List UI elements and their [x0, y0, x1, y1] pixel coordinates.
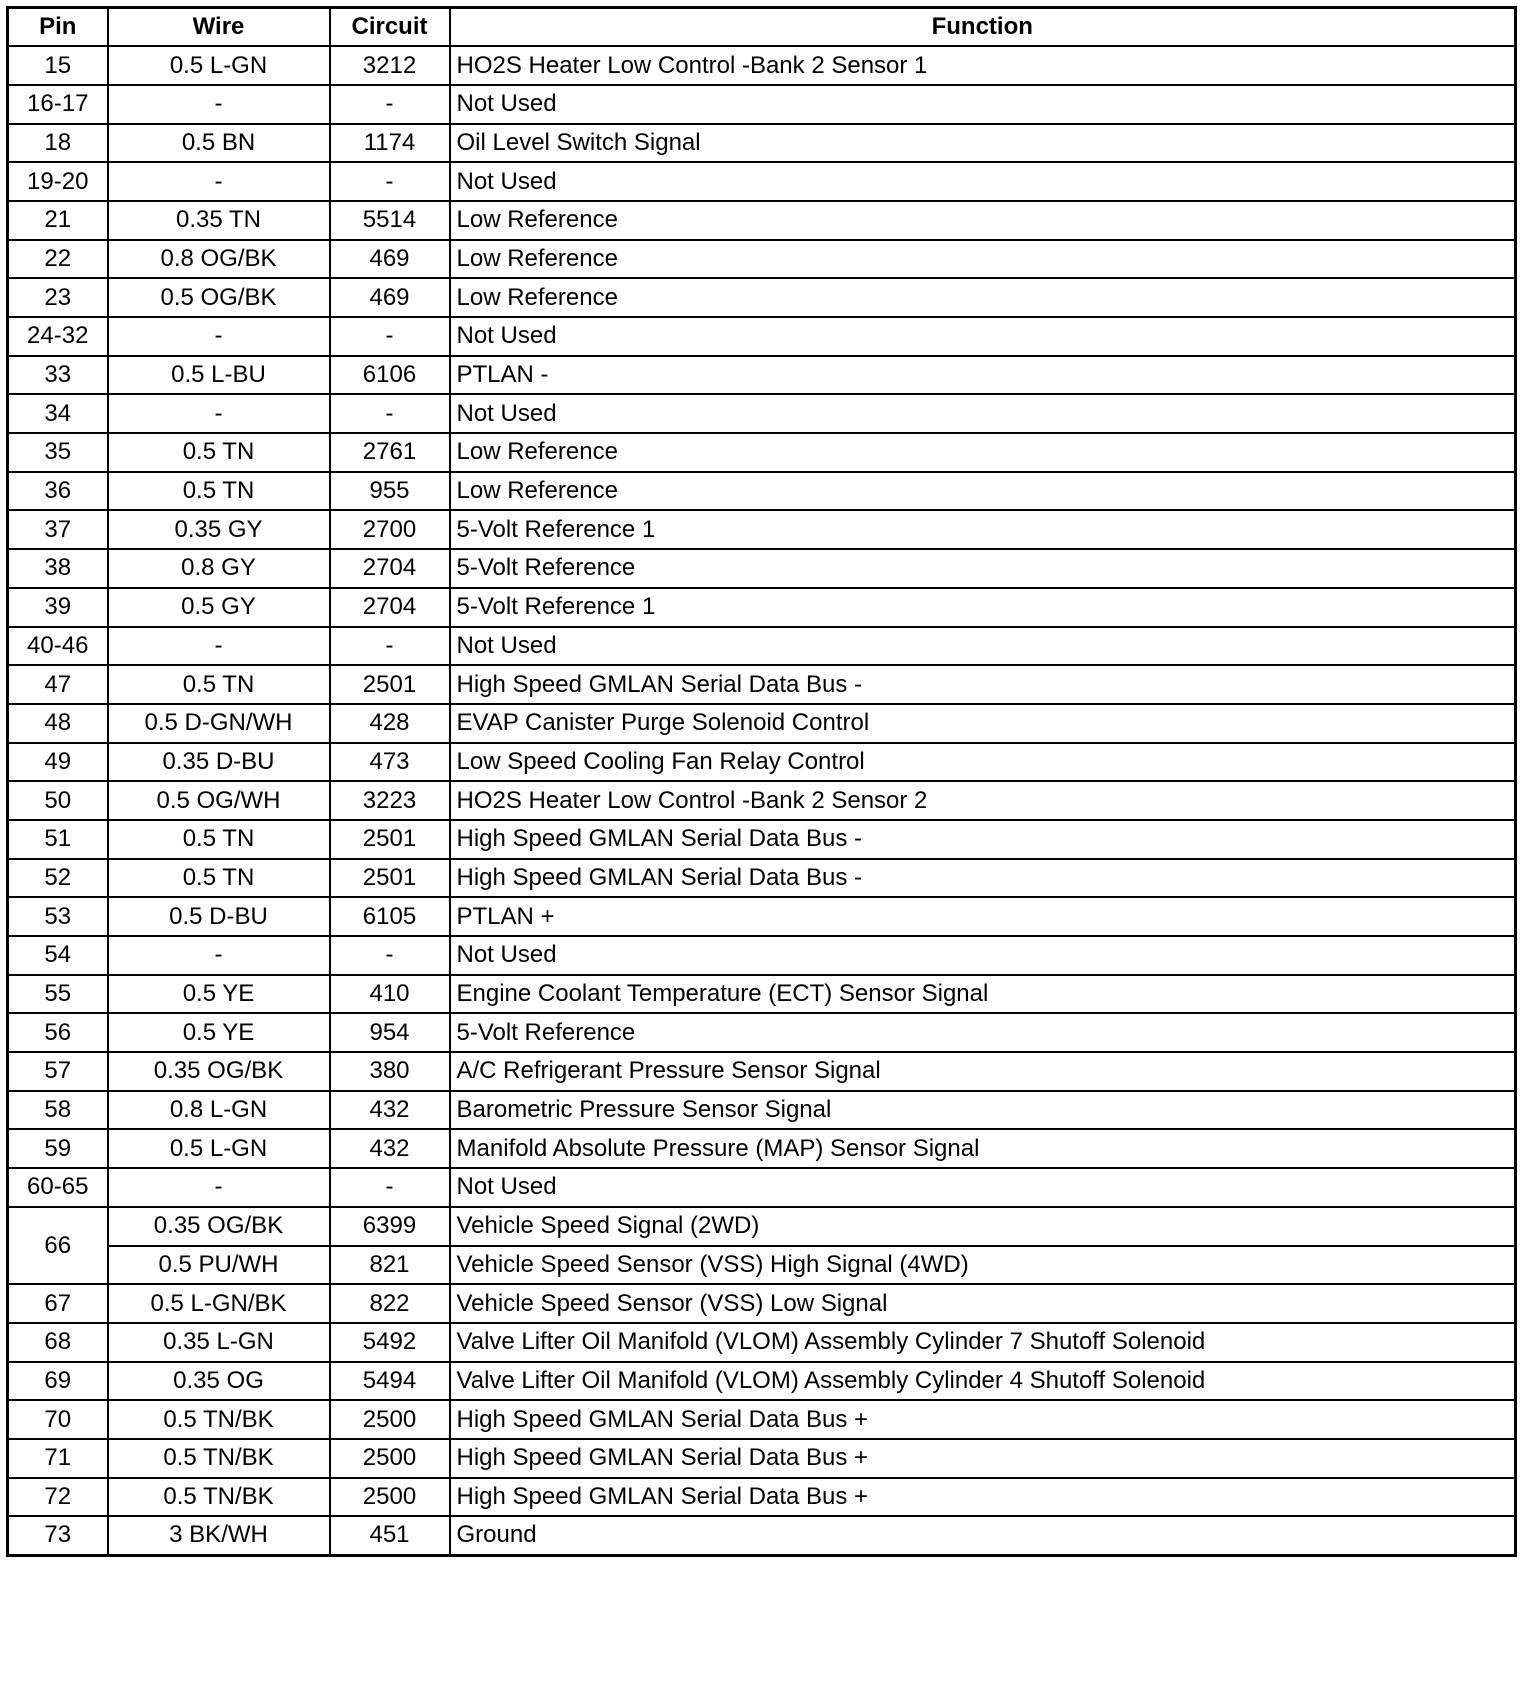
wire-cell: 0.35 OG: [108, 1362, 330, 1401]
wire-cell: 0.5 L-GN/BK: [108, 1284, 330, 1323]
table-header-row: [8, 8, 1516, 47]
pin-cell: 52: [8, 859, 108, 898]
table-row: [8, 201, 1516, 240]
circuit-cell: 432: [330, 1129, 450, 1168]
wire-cell: 0.5 BN: [108, 124, 330, 163]
circuit-cell: 2501: [330, 820, 450, 859]
pin-cell: 72: [8, 1478, 108, 1517]
wire-cell: 0.35 OG/BK: [108, 1052, 330, 1091]
function-cell: High Speed GMLAN Serial Data Bus -: [450, 665, 1516, 704]
function-cell: 5-Volt Reference 1: [450, 588, 1516, 627]
pin-cell: 35: [8, 433, 108, 472]
table-row: [8, 1400, 1516, 1439]
function-cell: Not Used: [450, 627, 1516, 666]
circuit-cell: 2501: [330, 665, 450, 704]
circuit-cell: 2761: [330, 433, 450, 472]
function-cell: Not Used: [450, 936, 1516, 975]
function-cell: Oil Level Switch Signal: [450, 124, 1516, 163]
function-cell: Not Used: [450, 317, 1516, 356]
wire-cell: 0.8 L-GN: [108, 1091, 330, 1130]
circuit-cell: 2700: [330, 510, 450, 549]
table-row: [8, 1478, 1516, 1517]
table-row: [8, 1323, 1516, 1362]
wire-cell: 0.5 TN: [108, 472, 330, 511]
header-function: Function: [450, 8, 1516, 47]
function-cell: 5-Volt Reference: [450, 1013, 1516, 1052]
table-row: [8, 278, 1516, 317]
table-row: [8, 317, 1516, 356]
circuit-cell: 473: [330, 743, 450, 782]
table-row: [8, 627, 1516, 666]
table-row: [8, 1284, 1516, 1323]
pin-cell: 59: [8, 1129, 108, 1168]
table-row: [8, 433, 1516, 472]
header-circuit: Circuit: [330, 8, 450, 47]
wire-cell: 0.5 TN: [108, 820, 330, 859]
circuit-cell: 1174: [330, 124, 450, 163]
pin-cell: 39: [8, 588, 108, 627]
table-row: [8, 1246, 1516, 1285]
function-cell: PTLAN -: [450, 356, 1516, 395]
wire-cell: 0.5 L-GN: [108, 1129, 330, 1168]
table-row: [8, 936, 1516, 975]
wire-cell: 0.5 TN/BK: [108, 1478, 330, 1517]
pin-cell: 68: [8, 1323, 108, 1362]
wire-cell: 0.5 OG/BK: [108, 278, 330, 317]
table-row: [8, 1052, 1516, 1091]
pin-cell: 38: [8, 549, 108, 588]
circuit-cell: 428: [330, 704, 450, 743]
pin-cell: 70: [8, 1400, 108, 1439]
wire-cell: 0.35 L-GN: [108, 1323, 330, 1362]
wire-cell: 0.8 OG/BK: [108, 240, 330, 279]
function-cell: High Speed GMLAN Serial Data Bus +: [450, 1439, 1516, 1478]
wire-cell: -: [108, 1168, 330, 1207]
table-row: [8, 588, 1516, 627]
circuit-cell: 6106: [330, 356, 450, 395]
function-cell: A/C Refrigerant Pressure Sensor Signal: [450, 1052, 1516, 1091]
wire-cell: -: [108, 162, 330, 201]
wire-cell: 0.5 L-BU: [108, 356, 330, 395]
circuit-cell: 469: [330, 240, 450, 279]
wire-cell: 0.8 GY: [108, 549, 330, 588]
circuit-cell: -: [330, 1168, 450, 1207]
table-row: [8, 472, 1516, 511]
circuit-cell: 2500: [330, 1400, 450, 1439]
wire-cell: 0.35 TN: [108, 201, 330, 240]
wire-cell: 0.5 GY: [108, 588, 330, 627]
table-row: [8, 1362, 1516, 1401]
table-row: [8, 820, 1516, 859]
function-cell: Low Reference: [450, 201, 1516, 240]
pin-cell: 33: [8, 356, 108, 395]
wire-cell: -: [108, 936, 330, 975]
function-cell: Engine Coolant Temperature (ECT) Sensor Signal: [450, 975, 1516, 1014]
circuit-cell: 469: [330, 278, 450, 317]
table-row: [8, 781, 1516, 820]
table-row: [8, 975, 1516, 1014]
circuit-cell: 2500: [330, 1478, 450, 1517]
pin-cell: 60-65: [8, 1168, 108, 1207]
table-row: [8, 162, 1516, 201]
circuit-cell: -: [330, 936, 450, 975]
table-row: [8, 743, 1516, 782]
table-row: [8, 1013, 1516, 1052]
pin-cell: 22: [8, 240, 108, 279]
connector-pinout-table-container: [6, 6, 1514, 1557]
pin-cell: 53: [8, 897, 108, 936]
pin-cell: 51: [8, 820, 108, 859]
pin-cell: 40-46: [8, 627, 108, 666]
circuit-cell: 5494: [330, 1362, 450, 1401]
pin-cell: 21: [8, 201, 108, 240]
wire-cell: 0.35 GY: [108, 510, 330, 549]
function-cell: Low Reference: [450, 472, 1516, 511]
pin-cell: 15: [8, 46, 108, 85]
table-row: [8, 394, 1516, 433]
function-cell: Low Reference: [450, 278, 1516, 317]
pin-cell: 16-17: [8, 85, 108, 124]
circuit-cell: 380: [330, 1052, 450, 1091]
pin-cell: 48: [8, 704, 108, 743]
function-cell: Not Used: [450, 162, 1516, 201]
table-row: [8, 1516, 1516, 1555]
function-cell: Not Used: [450, 85, 1516, 124]
table-row: [8, 1091, 1516, 1130]
pin-cell: 37: [8, 510, 108, 549]
wire-cell: 0.5 YE: [108, 975, 330, 1014]
function-cell: High Speed GMLAN Serial Data Bus -: [450, 859, 1516, 898]
circuit-cell: 3223: [330, 781, 450, 820]
function-cell: 5-Volt Reference 1: [450, 510, 1516, 549]
wire-cell: 0.35 D-BU: [108, 743, 330, 782]
pin-cell: 73: [8, 1516, 108, 1555]
circuit-cell: 410: [330, 975, 450, 1014]
circuit-cell: 2501: [330, 859, 450, 898]
table-row: [8, 124, 1516, 163]
pin-cell: 57: [8, 1052, 108, 1091]
pin-cell: 18: [8, 124, 108, 163]
table-row: [8, 897, 1516, 936]
function-cell: Barometric Pressure Sensor Signal: [450, 1091, 1516, 1130]
pin-cell: 23: [8, 278, 108, 317]
wire-cell: 0.5 TN: [108, 859, 330, 898]
circuit-cell: 432: [330, 1091, 450, 1130]
wire-cell: 0.5 TN/BK: [108, 1439, 330, 1478]
function-cell: EVAP Canister Purge Solenoid Control: [450, 704, 1516, 743]
wire-cell: 0.5 YE: [108, 1013, 330, 1052]
wire-cell: -: [108, 85, 330, 124]
circuit-cell: 2704: [330, 588, 450, 627]
table-row: [8, 549, 1516, 588]
table-row: [8, 1439, 1516, 1478]
connector-pinout-table: [6, 6, 1517, 1557]
wire-cell: 0.5 D-GN/WH: [108, 704, 330, 743]
wire-cell: -: [108, 317, 330, 356]
circuit-cell: 955: [330, 472, 450, 511]
circuit-cell: -: [330, 162, 450, 201]
circuit-cell: 451: [330, 1516, 450, 1555]
header-wire: Wire: [108, 8, 330, 47]
pin-cell: 67: [8, 1284, 108, 1323]
function-cell: 5-Volt Reference: [450, 549, 1516, 588]
table-body: [8, 46, 1516, 1555]
wire-cell: 0.5 TN: [108, 665, 330, 704]
wire-cell: 0.5 OG/WH: [108, 781, 330, 820]
wire-cell: -: [108, 394, 330, 433]
circuit-cell: 2704: [330, 549, 450, 588]
pin-cell: 56: [8, 1013, 108, 1052]
function-cell: HO2S Heater Low Control -Bank 2 Sensor 1: [450, 46, 1516, 85]
function-cell: Valve Lifter Oil Manifold (VLOM) Assembly Cylinder 7 Shutoff Solenoid: [450, 1323, 1516, 1362]
function-cell: Vehicle Speed Sensor (VSS) Low Signal: [450, 1284, 1516, 1323]
circuit-cell: -: [330, 394, 450, 433]
circuit-cell: 2500: [330, 1439, 450, 1478]
function-cell: Not Used: [450, 394, 1516, 433]
function-cell: High Speed GMLAN Serial Data Bus +: [450, 1400, 1516, 1439]
circuit-cell: -: [330, 627, 450, 666]
wire-cell: -: [108, 627, 330, 666]
circuit-cell: 821: [330, 1246, 450, 1285]
wire-cell: 0.5 TN/BK: [108, 1400, 330, 1439]
table-row: [8, 859, 1516, 898]
pin-cell: 71: [8, 1439, 108, 1478]
table-row: [8, 665, 1516, 704]
wire-cell: 3 BK/WH: [108, 1516, 330, 1555]
table-row: [8, 356, 1516, 395]
function-cell: Valve Lifter Oil Manifold (VLOM) Assembly Cylinder 4 Shutoff Solenoid: [450, 1362, 1516, 1401]
circuit-cell: 3212: [330, 46, 450, 85]
pin-cell: 34: [8, 394, 108, 433]
header-pin: Pin: [8, 8, 108, 47]
function-cell: High Speed GMLAN Serial Data Bus +: [450, 1478, 1516, 1517]
pin-cell: 24-32: [8, 317, 108, 356]
table-row: [8, 46, 1516, 85]
pin-cell: 55: [8, 975, 108, 1014]
function-cell: High Speed GMLAN Serial Data Bus -: [450, 820, 1516, 859]
circuit-cell: -: [330, 317, 450, 356]
pin-cell: 49: [8, 743, 108, 782]
function-cell: Low Reference: [450, 240, 1516, 279]
pin-cell: 36: [8, 472, 108, 511]
wire-cell: 0.5 PU/WH: [108, 1246, 330, 1285]
table-row: [8, 1168, 1516, 1207]
pin-cell: 50: [8, 781, 108, 820]
function-cell: Vehicle Speed Signal (2WD): [450, 1207, 1516, 1246]
table-row: [8, 510, 1516, 549]
function-cell: HO2S Heater Low Control -Bank 2 Sensor 2: [450, 781, 1516, 820]
circuit-cell: 6105: [330, 897, 450, 936]
pin-cell: 54: [8, 936, 108, 975]
table-row: [8, 240, 1516, 279]
circuit-cell: -: [330, 85, 450, 124]
circuit-cell: 5514: [330, 201, 450, 240]
function-cell: Low Speed Cooling Fan Relay Control: [450, 743, 1516, 782]
wire-cell: 0.35 OG/BK: [108, 1207, 330, 1246]
function-cell: Vehicle Speed Sensor (VSS) High Signal (4WD): [450, 1246, 1516, 1285]
table-row: [8, 85, 1516, 124]
wire-cell: 0.5 L-GN: [108, 46, 330, 85]
function-cell: Ground: [450, 1516, 1516, 1555]
circuit-cell: 822: [330, 1284, 450, 1323]
table-row: [8, 1207, 1516, 1246]
wire-cell: 0.5 TN: [108, 433, 330, 472]
pin-cell: 47: [8, 665, 108, 704]
function-cell: Not Used: [450, 1168, 1516, 1207]
function-cell: Low Reference: [450, 433, 1516, 472]
table-row: [8, 1129, 1516, 1168]
circuit-cell: 954: [330, 1013, 450, 1052]
function-cell: Manifold Absolute Pressure (MAP) Sensor Signal: [450, 1129, 1516, 1168]
wire-cell: 0.5 D-BU: [108, 897, 330, 936]
pin-cell: 66: [8, 1207, 108, 1284]
circuit-cell: 5492: [330, 1323, 450, 1362]
circuit-cell: 6399: [330, 1207, 450, 1246]
pin-cell: 58: [8, 1091, 108, 1130]
pin-cell: 19-20: [8, 162, 108, 201]
table-row: [8, 704, 1516, 743]
function-cell: PTLAN +: [450, 897, 1516, 936]
pin-cell: 69: [8, 1362, 108, 1401]
